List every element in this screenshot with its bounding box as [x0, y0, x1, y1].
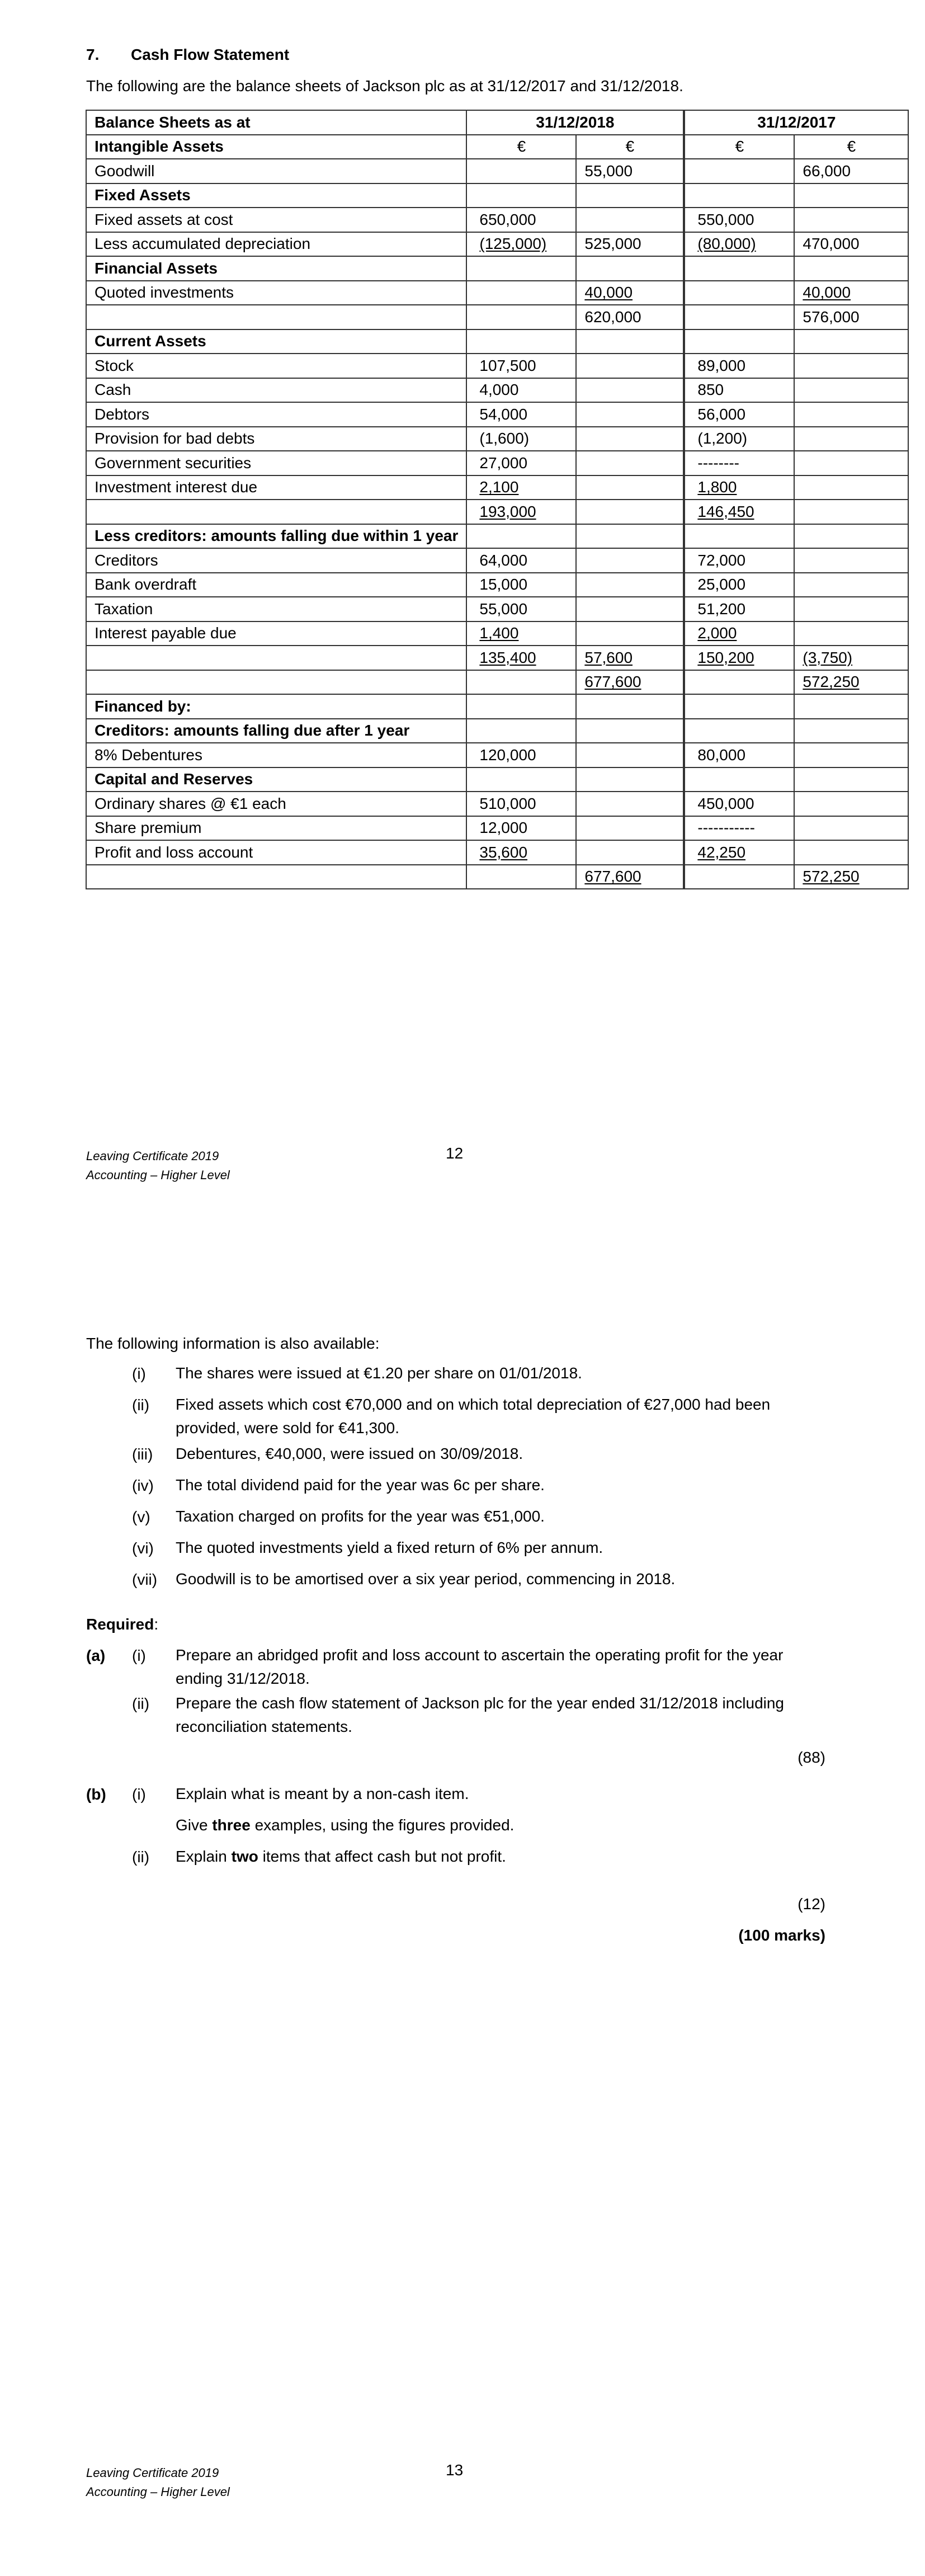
table-cell: [576, 694, 684, 719]
table-row-label: [86, 305, 466, 329]
table-cell: 27,000: [466, 451, 576, 475]
table-row: [86, 865, 908, 889]
info-item-number: (iv): [132, 1477, 154, 1494]
table-cell: 510,000: [466, 792, 576, 816]
table-cell: [466, 159, 576, 183]
info-item-text: Fixed assets which cost €70,000 and on which total depreciation of €27,000 had been provided, were sold for €41,300.: [176, 1396, 771, 1437]
table-row-label: Provision for bad debts: [86, 427, 466, 451]
table-cell: 550,000: [684, 208, 794, 232]
table-row-label: Stock: [86, 354, 466, 378]
table-cell: [466, 694, 576, 719]
info-item-number: (ii): [132, 1396, 150, 1414]
table-cell: 576,000: [794, 305, 908, 329]
table-header-date-2017: 31/12/2017: [684, 110, 908, 135]
table-row-label: Investment interest due: [86, 475, 466, 500]
question-intro: The following are the balance sheets of Jackson plc as at 31/12/2017 and 31/12/2018.: [86, 77, 683, 95]
question-number: 7.: [86, 46, 100, 63]
table-row: [86, 378, 908, 403]
table-row: [86, 646, 908, 670]
underlined-figure: 1,400: [479, 624, 519, 642]
table-cell: [466, 719, 576, 743]
table-cell: [794, 329, 908, 354]
footer-page-13: [86, 2464, 230, 2502]
info-item-number: (iii): [132, 1445, 153, 1463]
table-cell: [576, 378, 684, 403]
table-cell: [794, 378, 908, 403]
info-item-number: (i): [132, 1365, 146, 1382]
question-title: Cash Flow Statement: [131, 46, 290, 63]
table-cell: [684, 305, 794, 329]
page-number-13: 13: [446, 2461, 464, 2479]
table-cell: [794, 402, 908, 427]
table-cell: [684, 524, 794, 549]
table-cell: [466, 840, 576, 865]
underlined-figure: 146,450: [697, 502, 754, 520]
table-cell: [576, 427, 684, 451]
table-cell: [576, 548, 684, 573]
table-cell: [576, 208, 684, 232]
underlined-figure: 677,600: [584, 673, 641, 691]
table-row: [86, 694, 908, 719]
table-row-label: Government securities: [86, 451, 466, 475]
table-row-label: Creditors: [86, 548, 466, 573]
table-cell: [576, 719, 684, 743]
part-b-label: (b): [86, 1786, 106, 1803]
table-cell: [576, 402, 684, 427]
table-header-label: Balance Sheets as at: [86, 110, 466, 135]
table-cell: 80,000: [684, 743, 794, 767]
table-cell: 107,500: [466, 354, 576, 378]
table-cell: [794, 597, 908, 621]
table-cell: [684, 329, 794, 354]
table-cell: 4,000: [466, 378, 576, 403]
table-row: [86, 670, 908, 695]
table-cell: [466, 475, 576, 500]
table-cell: --------: [684, 451, 794, 475]
table-row: [86, 232, 908, 257]
table-cell: [684, 694, 794, 719]
table-cell: [684, 767, 794, 792]
table-cell: [794, 183, 908, 208]
part-a-i-text: Prepare an abridged profit and loss account to ascertain the operating profit for the year ending 31/12/2018.: [176, 1646, 784, 1687]
table-cell: [576, 573, 684, 597]
table-cell: [466, 767, 576, 792]
table-cell: [576, 281, 684, 305]
table-row: [86, 597, 908, 621]
table-cell: [794, 865, 908, 889]
footer-subject: Accounting – Higher Level: [86, 1168, 230, 1182]
table-row-label: Less accumulated depreciation: [86, 232, 466, 257]
table-cell: 15,000: [466, 573, 576, 597]
table-cell: [466, 305, 576, 329]
table-cell: [576, 524, 684, 549]
table-row-label: [86, 670, 466, 695]
table-cell: [576, 646, 684, 670]
underlined-figure: 2,000: [697, 624, 737, 642]
table-cell: [794, 792, 908, 816]
table-row-label: Bank overdraft: [86, 573, 466, 597]
underlined-figure: 135,400: [479, 648, 536, 666]
info-item-number: (vi): [132, 1539, 154, 1557]
table-cell: [794, 500, 908, 524]
table-cell: 64,000: [466, 548, 576, 573]
part-a-ii-text: Prepare the cash flow statement of Jackson plc for the year ended 31/12/2018 including reconciliation statements.: [176, 1694, 785, 1735]
table-row: [86, 135, 908, 159]
underlined-figure: 2,100: [479, 478, 519, 496]
underlined-figure: (125,000): [479, 235, 547, 253]
table-cell: 450,000: [684, 792, 794, 816]
part-a-label: (a): [86, 1647, 106, 1664]
table-cell: [466, 646, 576, 670]
table-cell: 54,000: [466, 402, 576, 427]
footer-exam-name: Leaving Certificate 2019: [86, 2466, 219, 2480]
table-cell: [684, 256, 794, 281]
part-b-i-number: (i): [132, 1786, 146, 1803]
table-cell: [466, 621, 576, 646]
table-cell: [576, 597, 684, 621]
balance-sheet-table: [86, 110, 909, 889]
table-row: [86, 524, 908, 549]
table-row: [86, 281, 908, 305]
table-row-label: Profit and loss account: [86, 840, 466, 865]
table-cell: [576, 354, 684, 378]
part-a-marks: (88): [797, 1749, 825, 1766]
table-cell: 120,000: [466, 743, 576, 767]
table-cell: [576, 767, 684, 792]
table-cell: 650,000: [466, 208, 576, 232]
table-cell: [794, 840, 908, 865]
table-cell: [576, 816, 684, 841]
table-row-label: Creditors: amounts falling due after 1 year: [86, 719, 466, 743]
underlined-figure: 150,200: [697, 648, 754, 666]
table-cell: -----------: [684, 816, 794, 841]
table-row: [86, 256, 908, 281]
table-cell: [684, 183, 794, 208]
table-row-label: [86, 646, 466, 670]
table-cell: 525,000: [576, 232, 684, 257]
underlined-figure: 35,600: [479, 843, 528, 861]
table-cell: [684, 232, 794, 257]
table-cell: (1,200): [684, 427, 794, 451]
table-cell: [576, 670, 684, 695]
table-cell: [794, 256, 908, 281]
table-row: [86, 354, 908, 378]
underlined-figure: 40,000: [803, 284, 851, 302]
table-cell: 56,000: [684, 402, 794, 427]
footer-exam-name: Leaving Certificate 2019: [86, 1149, 219, 1163]
table-cell: 850: [684, 378, 794, 403]
table-cell: [794, 743, 908, 767]
table-cell: 66,000: [794, 159, 908, 183]
table-cell: [684, 840, 794, 865]
table-row-label: Goodwill: [86, 159, 466, 183]
table-cell: [794, 670, 908, 695]
table-cell: €: [466, 135, 576, 159]
table-row: [86, 548, 908, 573]
underlined-figure: 40,000: [584, 284, 633, 302]
table-row-label: Taxation: [86, 597, 466, 621]
table-cell: [576, 183, 684, 208]
table-row-label: Financial Assets: [86, 256, 466, 281]
table-row-label: [86, 865, 466, 889]
table-cell: [794, 694, 908, 719]
table-cell: [576, 792, 684, 816]
table-row-label: 8% Debentures: [86, 743, 466, 767]
question-heading: [86, 46, 289, 64]
underlined-figure: 572,250: [803, 673, 860, 691]
table-row: [86, 792, 908, 816]
table-cell: 12,000: [466, 816, 576, 841]
table-row: [86, 329, 908, 354]
table-cell: 55,000: [576, 159, 684, 183]
table-row: [86, 110, 908, 135]
table-cell: [466, 232, 576, 257]
table-cell: [576, 329, 684, 354]
table-cell: 89,000: [684, 354, 794, 378]
table-row: [86, 767, 908, 792]
table-cell: [466, 256, 576, 281]
part-b-marks: (12): [797, 1895, 825, 1913]
table-row: [86, 573, 908, 597]
table-cell: [466, 524, 576, 549]
table-cell: [794, 281, 908, 305]
table-cell: [794, 524, 908, 549]
table-cell: [466, 183, 576, 208]
underlined-figure: 677,600: [584, 868, 641, 886]
table-row-label: Fixed assets at cost: [86, 208, 466, 232]
table-cell: [684, 159, 794, 183]
underlined-figure: 1,800: [697, 478, 737, 496]
table-cell: [794, 621, 908, 646]
required-heading: Required:: [86, 1616, 159, 1633]
table-cell: (1,600): [466, 427, 576, 451]
table-cell: [576, 865, 684, 889]
table-row-label: Quoted investments: [86, 281, 466, 305]
table-row-label: Financed by:: [86, 694, 466, 719]
table-row-label: Share premium: [86, 816, 466, 841]
table-row: [86, 305, 908, 329]
table-row-label: Intangible Assets: [86, 135, 466, 159]
part-a-ii-number: (ii): [132, 1695, 150, 1712]
table-row: [86, 621, 908, 646]
table-cell: 470,000: [794, 232, 908, 257]
table-row: [86, 475, 908, 500]
table-row-label: Less creditors: amounts falling due within 1 year: [86, 524, 466, 549]
table-cell: [794, 427, 908, 451]
table-cell: [794, 548, 908, 573]
info-item-text: Taxation charged on profits for the year was €51,000.: [176, 1508, 545, 1525]
table-cell: 51,200: [684, 597, 794, 621]
table-row: [86, 159, 908, 183]
info-item-text: Goodwill is to be amortised over a six year period, commencing in 2018.: [176, 1570, 676, 1588]
table-row: [86, 183, 908, 208]
page-number-12: 12: [446, 1145, 464, 1162]
table-row-label: Cash: [86, 378, 466, 403]
footer-page-12: [86, 1147, 230, 1185]
table-cell: [684, 865, 794, 889]
table-cell: €: [684, 135, 794, 159]
table-cell: 25,000: [684, 573, 794, 597]
table-cell: [794, 646, 908, 670]
table-cell: [466, 500, 576, 524]
underlined-figure: (80,000): [697, 235, 756, 253]
table-row: [86, 743, 908, 767]
table-header-date-2018: 31/12/2018: [466, 110, 684, 135]
table-row: [86, 427, 908, 451]
table-cell: [684, 646, 794, 670]
table-cell: [794, 573, 908, 597]
table-cell: [794, 451, 908, 475]
table-cell: [684, 621, 794, 646]
underlined-figure: 42,250: [697, 843, 746, 861]
info-item-text: The quoted investments yield a fixed return of 6% per annum.: [176, 1539, 603, 1556]
table-cell: [794, 767, 908, 792]
table-cell: [576, 840, 684, 865]
table-row: [86, 402, 908, 427]
footer-subject: Accounting – Higher Level: [86, 2485, 230, 2499]
table-cell: [466, 281, 576, 305]
table-cell: [684, 500, 794, 524]
table-row-label: [86, 500, 466, 524]
table-row: [86, 816, 908, 841]
table-row: [86, 840, 908, 865]
table-cell: [684, 670, 794, 695]
table-cell: €: [794, 135, 908, 159]
part-b-ii-number: (ii): [132, 1848, 150, 1866]
table-cell: [684, 475, 794, 500]
table-cell: [576, 743, 684, 767]
part-a-i-number: (i): [132, 1647, 146, 1664]
info-item-text: Debentures, €40,000, were issued on 30/09/2018.: [176, 1445, 523, 1462]
table-cell: [684, 281, 794, 305]
table-cell: [684, 719, 794, 743]
table-row: [86, 500, 908, 524]
total-marks: (100 marks): [738, 1927, 825, 1944]
table-cell: [576, 500, 684, 524]
table-cell: [466, 865, 576, 889]
table-row-label: Interest payable due: [86, 621, 466, 646]
part-b-i-text-2: Give three examples, using the figures provided.: [176, 1816, 515, 1834]
table-row-label: Current Assets: [86, 329, 466, 354]
info-heading: The following information is also available:: [86, 1335, 380, 1352]
table-cell: [576, 621, 684, 646]
table-cell: [794, 816, 908, 841]
info-item-number: (vii): [132, 1571, 158, 1588]
part-b-ii-text: Explain two items that affect cash but not profit.: [176, 1848, 506, 1865]
table-cell: [576, 475, 684, 500]
table-row-label: Fixed Assets: [86, 183, 466, 208]
table-cell: [794, 475, 908, 500]
info-item-number: (v): [132, 1508, 150, 1525]
table-row: [86, 208, 908, 232]
table-cell: 72,000: [684, 548, 794, 573]
table-cell: [466, 329, 576, 354]
table-row-label: Capital and Reserves: [86, 767, 466, 792]
table-cell: 55,000: [466, 597, 576, 621]
table-row-label: Debtors: [86, 402, 466, 427]
underlined-figure: 572,250: [803, 868, 860, 886]
table-cell: [794, 354, 908, 378]
table-row: [86, 451, 908, 475]
table-cell: [466, 670, 576, 695]
table-cell: [794, 719, 908, 743]
table-cell: [794, 208, 908, 232]
table-cell: €: [576, 135, 684, 159]
table-row-label: Ordinary shares @ €1 each: [86, 792, 466, 816]
underlined-figure: 193,000: [479, 502, 536, 520]
info-item-text: The shares were issued at €1.20 per share on 01/01/2018.: [176, 1364, 582, 1382]
underlined-figure: (3,750): [803, 648, 853, 666]
info-item-text: The total dividend paid for the year was 6c per share.: [176, 1476, 545, 1494]
table-row: [86, 719, 908, 743]
underlined-figure: 57,600: [584, 648, 633, 666]
table-cell: 620,000: [576, 305, 684, 329]
table-cell: [576, 256, 684, 281]
part-b-i-text: Explain what is meant by a non-cash item.: [176, 1785, 469, 1802]
table-cell: [576, 451, 684, 475]
